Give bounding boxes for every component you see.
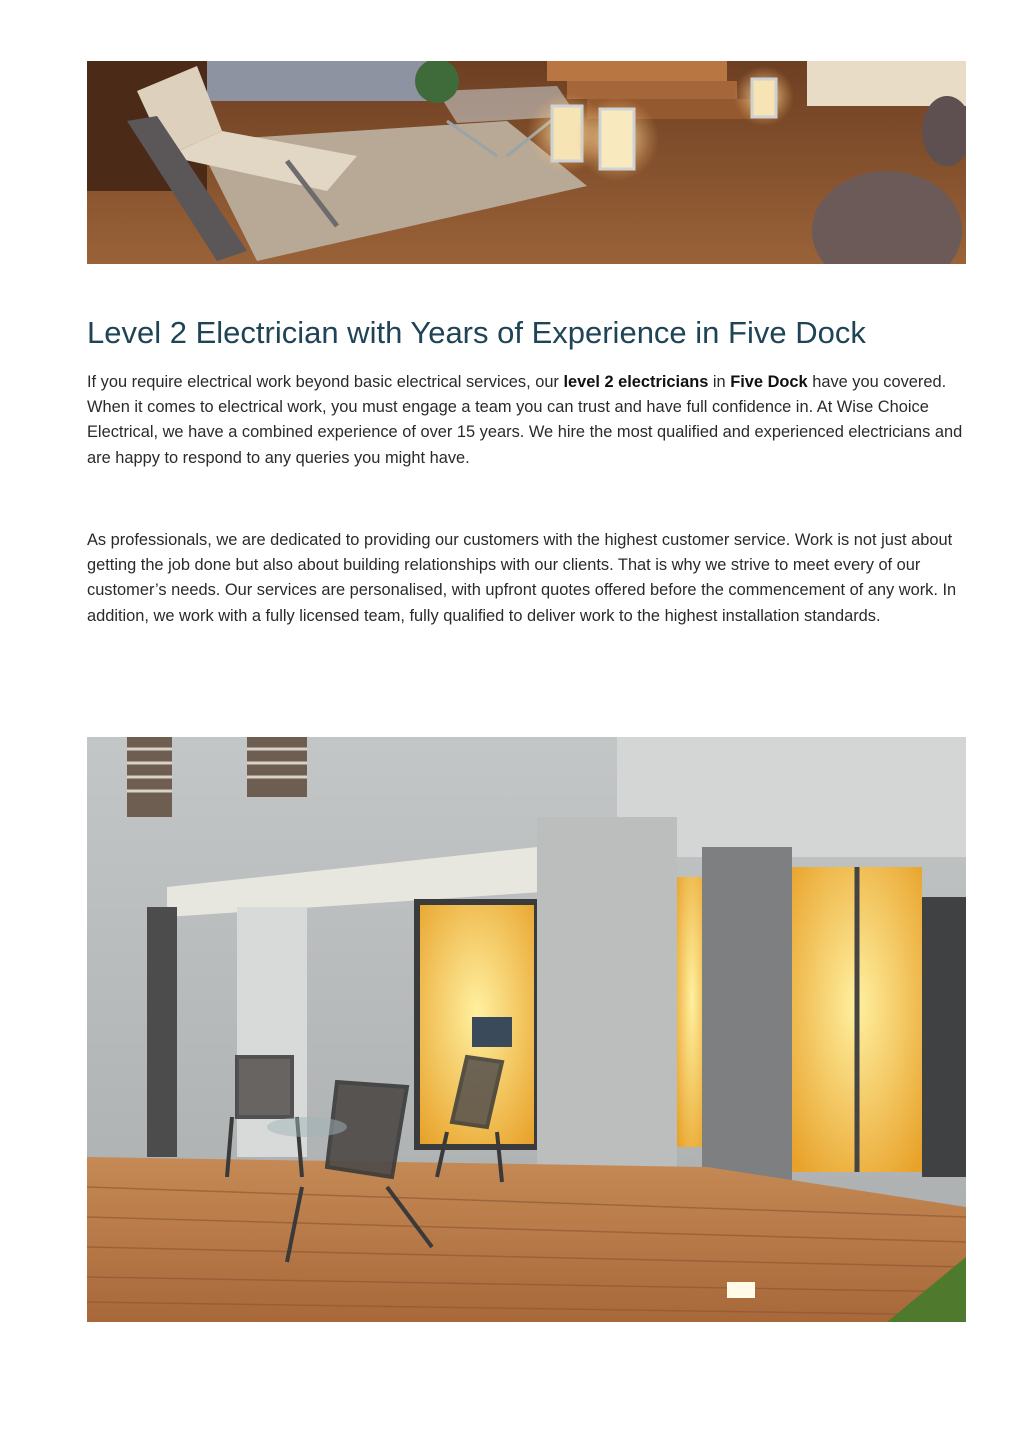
intro-text-1: If you require electrical work beyond basic electrical services, our [87, 373, 564, 391]
intro-text-2: in [708, 373, 731, 391]
house-exterior-photo [87, 737, 966, 1322]
intro-text-3: have you covered. When it comes to electrical work, you must engage a team you can trust and have full confidence in. At Wise Choice Electrical, we have a combined experience of over 15 years. We hire the most qualified and experienced electricians and are happy to respond to any queries you might have. [87, 373, 963, 467]
living-room-photo [87, 61, 966, 264]
intro-paragraph [87, 370, 967, 471]
keyword-five-dock: Five Dock [730, 373, 808, 391]
keyword-level-2-electricians: level 2 electricians [563, 373, 709, 391]
services-paragraph: As professionals, we are dedicated to providing our customers with the highest customer service. Work is not just about getting the job done but also about building relationships with our clients. That is why we strive to meet every of our customer’s needs. Our services are personalised, with upfront quotes offered before the commencement of any work. In addition, we work with a fully licensed team, fully qualified to deliver work to the highest installation standards. [87, 531, 957, 625]
page-title: Level 2 Electrician with Years of Experience in Five Dock [87, 315, 866, 350]
